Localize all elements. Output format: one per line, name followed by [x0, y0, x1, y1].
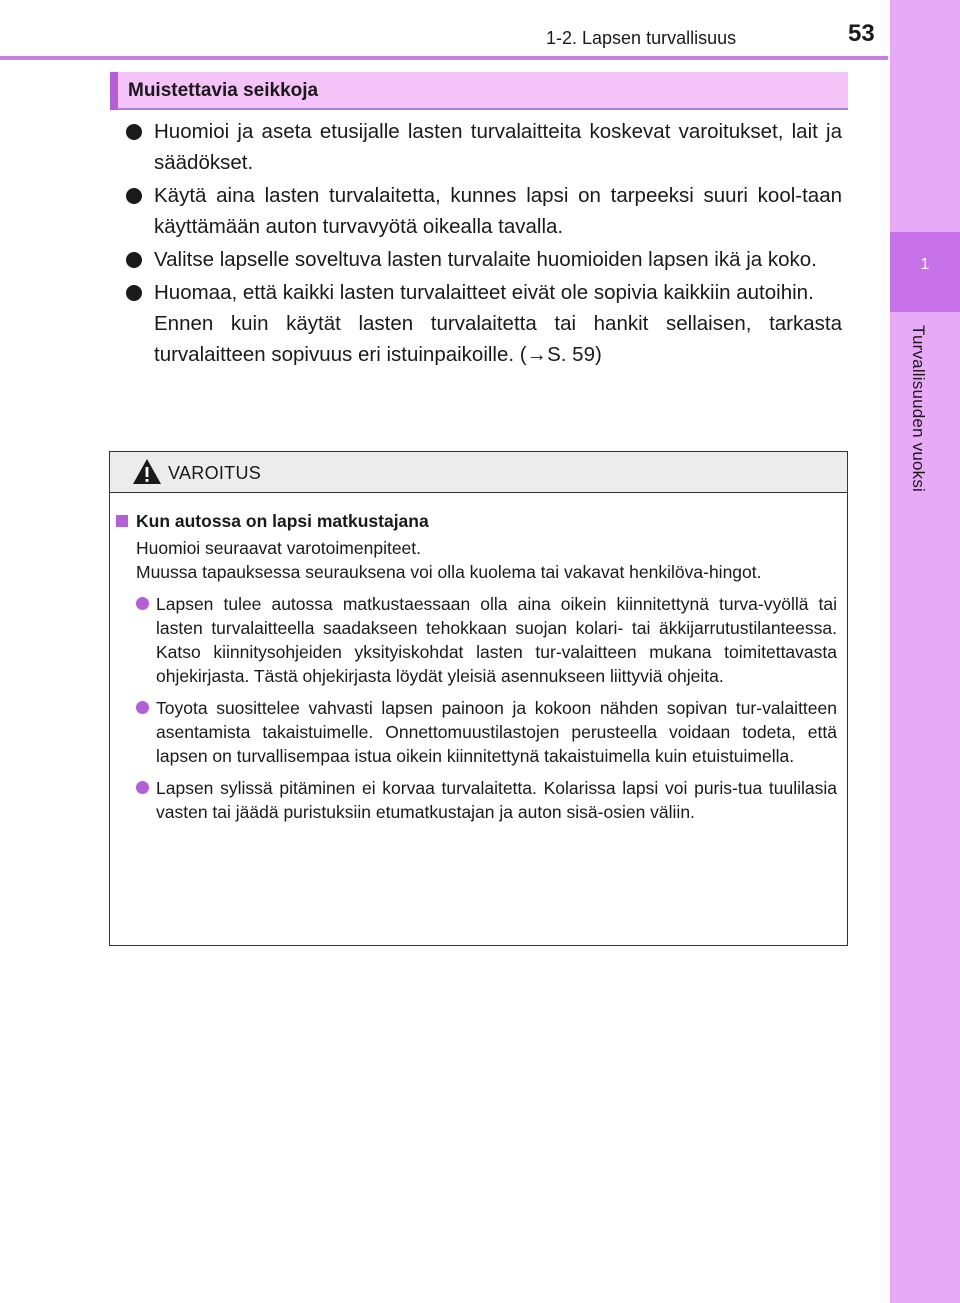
list-item — [116, 592, 839, 688]
bullet-text: Huomioi ja aseta etusijalle lasten turvalaitteita koskevat varoitukset, lait ja säädökset. — [154, 120, 842, 174]
bullet-text: Lapsen tulee autossa matkustaessaan olla aina oikein kiinnitettynä turva-vyöllä tai lasten turvalaitteella saadakseen tehokkaan suojan kolari- tai äkkijarrutustilanteessa. Katso kiinnitysohjeiden yksityiskohdat lasten tur-valaitteen mukana toimitettavasta ohjekirjasta. Tästä ohjekirjasta löydät yleisiä asennukseen liittyviä ohjeita. — [156, 594, 837, 686]
info-bullet-list — [126, 116, 842, 372]
list-item — [126, 180, 842, 242]
bullet-text: Valitse lapselle soveltuva lasten turvalaite huomioiden lapsen ikä ja koko. — [154, 248, 817, 271]
subheading-text: Kun autossa on lapsi matkustajana — [136, 511, 429, 531]
warning-triangle-icon — [132, 458, 162, 485]
bullet-text: Lapsen sylissä pitäminen ei korvaa turvalaitetta. Kolarissa lapsi voi puris-tua tuulilasia vasten tai jäädä puristuksiin etumatkustajan ja auton sisä-osien väliin. — [156, 778, 837, 822]
info-box-accent — [110, 72, 118, 110]
page-reference-link[interactable]: S. 59) — [547, 343, 602, 366]
chapter-number: 1 — [920, 256, 930, 273]
intro-line: Muussa tapauksessa seurauksena voi olla kuolema tai vakavat henkilöva-hingot. — [136, 562, 762, 582]
bullet-dot-icon — [136, 597, 149, 610]
bullet-dot-icon — [126, 285, 142, 301]
list-item — [116, 696, 839, 768]
warning-subheading — [116, 508, 839, 534]
bullet-dot-icon — [126, 252, 142, 268]
list-item — [126, 244, 842, 275]
note-paragraph — [154, 308, 842, 370]
note-text: Ennen kuin käytät lasten turvalaitetta tai hankit sellaisen, tarkasta turvalaitteen sopivuus eri istuinpaikoille. ( — [154, 312, 842, 366]
bullet-dot-icon — [126, 188, 142, 204]
bullet-text: Käytä aina lasten turvalaitetta, kunnes lapsi on tarpeeksi suuri kool-taan käyttämään auton turvavyötä oikealla tavalla. — [154, 184, 842, 238]
bullet-dot-icon — [126, 124, 142, 140]
bullet-dot-icon — [136, 781, 149, 794]
page-number: 53 — [848, 20, 875, 47]
intro-line: Huomioi seuraavat varotoimenpiteet. — [136, 538, 422, 558]
square-bullet-icon — [116, 515, 128, 527]
warning-intro — [116, 536, 839, 584]
info-box-header — [110, 72, 848, 110]
info-box-title: Muistettavia seikkoja — [128, 80, 319, 101]
section-title: 1-2. Lapsen turvallisuus — [546, 28, 737, 48]
warning-body — [110, 508, 847, 824]
header-divider — [0, 56, 888, 60]
arrow-right-icon: → — [526, 343, 548, 366]
bullet-text: Huomaa, että kaikki lasten turvalaitteet eivät ole sopivia kaikkiin autoihin. — [154, 281, 814, 304]
chapter-tab[interactable] — [890, 232, 960, 312]
bullet-text: Toyota suosittelee vahvasti lapsen painoon ja kokoon nähden sopivan tur-valaitteen asentamista takaistuimelle. Onnettomuustilastojen perusteella voidaan todeta, että lapsen on turvallisempaa istua oikein kiinnitettynä takaistuimella kuin etuistuimella. — [156, 698, 837, 766]
side-tab — [890, 0, 960, 1303]
warning-label: VAROITUS — [168, 463, 262, 483]
warning-box — [109, 451, 848, 946]
list-item — [116, 776, 839, 824]
warning-header — [110, 452, 847, 493]
list-item — [126, 277, 842, 370]
chapter-title: Turvallisuuden vuoksi — [909, 325, 928, 493]
list-item — [126, 116, 842, 178]
bullet-dot-icon — [136, 701, 149, 714]
